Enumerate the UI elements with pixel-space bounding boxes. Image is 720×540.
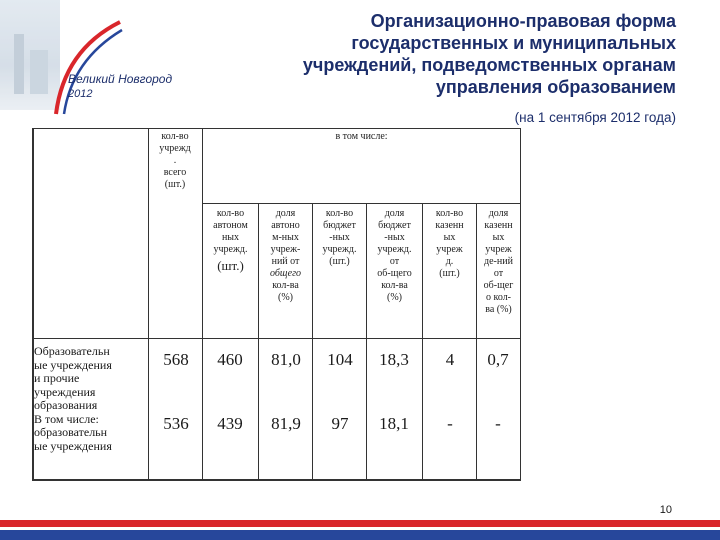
cell-state-count: 4 <box>445 350 455 369</box>
header-col-autonomous-count: кол-во автоном ных учрежд. (шт.) <box>213 208 248 273</box>
date-note: (на 1 сентября 2012 года) <box>514 110 676 125</box>
cell-total: 568 <box>163 350 189 369</box>
cell-budget-count: 104 <box>327 350 353 369</box>
header-col-budget-count: кол-во бюджет -ных учрежд. (шт.) <box>322 208 357 267</box>
row-label: Образовательн ые учреждения и прочие учреждения образования В том числе: образовательн ые учреждения <box>34 344 112 453</box>
stripe-blue <box>0 530 720 540</box>
cell-state-count: - <box>447 414 453 433</box>
cell-total: 536 <box>163 414 189 433</box>
brand-year: 2012 <box>68 88 93 100</box>
stripe-red <box>0 520 720 527</box>
header-total: кол-во учрежд . всего (шт.) <box>159 131 191 190</box>
title-line: государственных и муниципальных <box>351 33 676 53</box>
cell-autonomous-share: 81,9 <box>271 414 301 433</box>
page-number: 10 <box>659 504 672 516</box>
header-col-budget-share: доля бюджет -ных учрежд. от об-щего кол-ва (%) <box>377 208 412 303</box>
title-line: учреждений, подведомственных органам <box>302 55 676 75</box>
header-group: в том числе: <box>335 131 388 142</box>
brand-city-name: Великий Новгород <box>68 72 173 86</box>
cell-state-share: 0,7 <box>487 350 509 369</box>
cell-autonomous-share: 81,0 <box>271 350 301 369</box>
cell-state-share: - <box>495 414 501 433</box>
title-line: управления образованием <box>435 77 676 97</box>
footer-stripes <box>0 520 720 540</box>
cell-autonomous-count: 439 <box>217 414 243 433</box>
header-col-state-count: кол-во казенн ых учреж д. (шт.) <box>435 208 464 279</box>
header-col-autonomous-share: доля автоно м-ных учреж- ний от общего кол-ва (%) <box>269 208 302 303</box>
header-col-state-share: доля казенн ых учреж де-ний от об-щег о кол- ва (%) <box>483 208 514 315</box>
title-line: Организационно-правовая форма <box>370 11 676 31</box>
row-divider <box>202 203 521 204</box>
cell-budget-share: 18,1 <box>379 414 409 433</box>
cell-budget-share: 18,3 <box>379 350 409 369</box>
cell-budget-count: 97 <box>331 414 349 433</box>
cell-autonomous-count: 460 <box>217 350 243 369</box>
table-border <box>32 128 521 129</box>
row-divider <box>32 338 521 339</box>
table-border <box>32 479 521 481</box>
